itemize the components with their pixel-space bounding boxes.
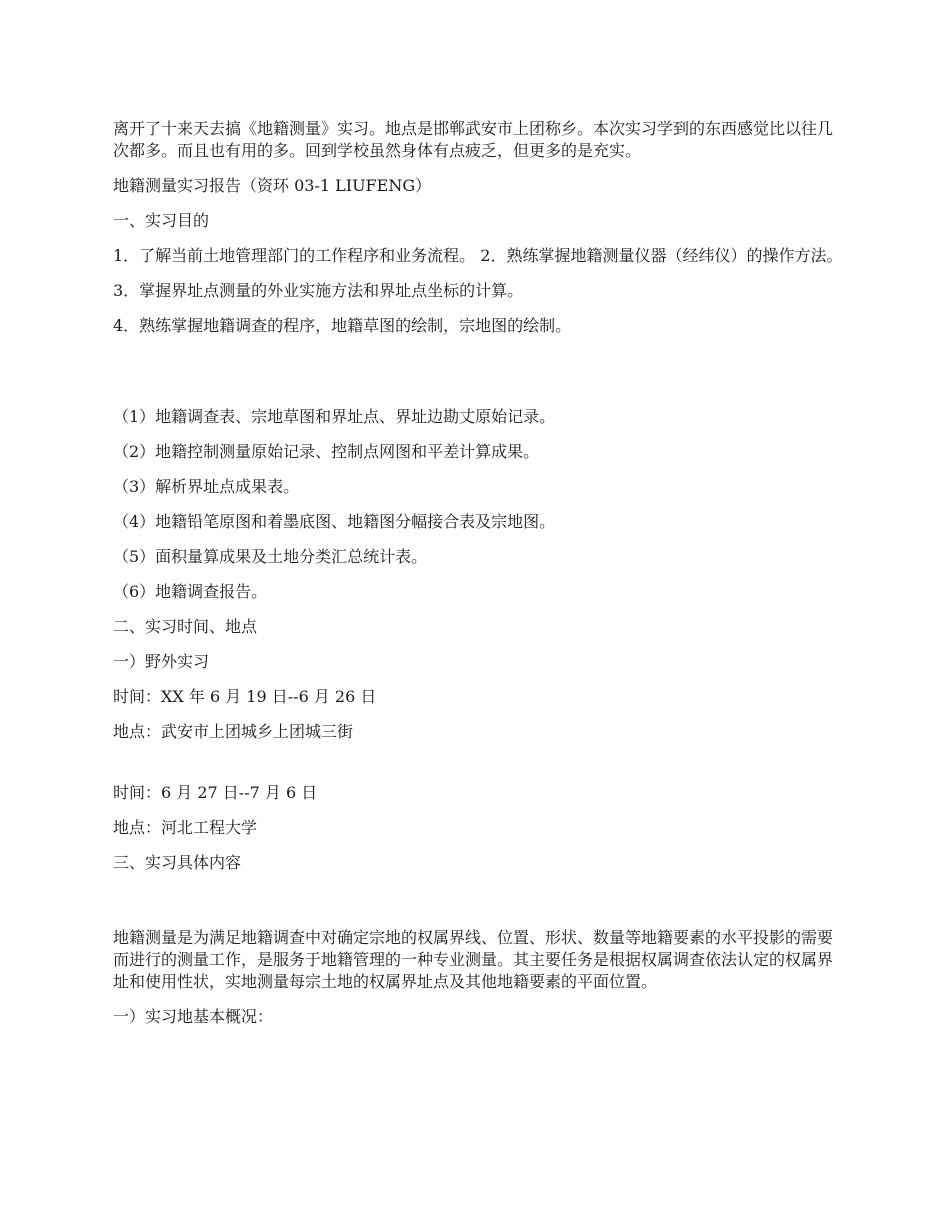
deliverable-item: （5）面积量算成果及土地分类汇总统计表。 xyxy=(113,547,428,566)
blank-gap xyxy=(113,350,843,406)
indoor-place: 地点：河北工程大学 xyxy=(113,818,258,837)
definition-paragraph: 地籍测量是为满足地籍调查中对确定宗地的权属界线、位置、形状、数量等地籍要素的水平投影的需要而进行的测量工作，是服务于地籍管理的一种专业测量。其主要任务是根据权属调查依法认定的权属界址和使用性状，实地测量每宗土地的权属界址点及其他地籍要素的平面位置。 xyxy=(113,928,834,991)
document-page xyxy=(113,118,843,1041)
report-title: 地籍测量实习报告（资环 03-1 LIUFENG） xyxy=(113,176,432,195)
deliverable-item: （3）解析界址点成果表。 xyxy=(113,477,300,496)
deliverable-item: （1）地籍调查表、宗地草图和界址点、界址边勘丈原始记录。 xyxy=(113,407,556,426)
goal-item: 3．掌握界址点测量的外业实施方法和界址点坐标的计算。 xyxy=(113,281,524,300)
goal-item: 4．熟练掌握地籍调查的程序，地籍草图的绘制，宗地图的绘制。 xyxy=(113,316,572,335)
deliverable-item: （4）地籍铅笔原图和着墨底图、地籍图分幅接合表及宗地图。 xyxy=(113,512,556,531)
subheading-field: 一）野外实习 xyxy=(113,652,210,671)
deliverable-item: （2）地籍控制测量原始记录、控制点网图和平差计算成果。 xyxy=(113,442,540,461)
blank-gap xyxy=(113,887,843,927)
blank-gap xyxy=(113,756,843,782)
section-heading-content: 三、实习具体内容 xyxy=(113,853,242,872)
field-time: 时间：XX 年 6 月 19 日--6 月 26 日 xyxy=(113,687,377,706)
section-heading-purpose: 一、实习目的 xyxy=(113,211,210,230)
deliverable-item: （6）地籍调查报告。 xyxy=(113,582,268,601)
subheading-overview: 一）实习地基本概况： xyxy=(113,1007,274,1026)
indoor-time: 时间：6 月 27 日--7 月 6 日 xyxy=(113,783,318,802)
section-heading-time-place: 二、实习时间、地点 xyxy=(113,617,258,636)
goal-item: 1．了解当前土地管理部门的工作程序和业务流程。 2．熟练掌握地籍测量仪器（经纬仪）的操作方法。 xyxy=(113,246,843,265)
intro-paragraph: 离开了十来天去搞《地籍测量》实习。地点是邯郸武安市上团称乡。本次实习学到的东西感觉比以往几次都多。而且也有用的多。回到学校虽然身体有点疲乏，但更多的是充实。 xyxy=(113,119,834,160)
field-place: 地点：武安市上团城乡上团城三街 xyxy=(113,722,354,741)
